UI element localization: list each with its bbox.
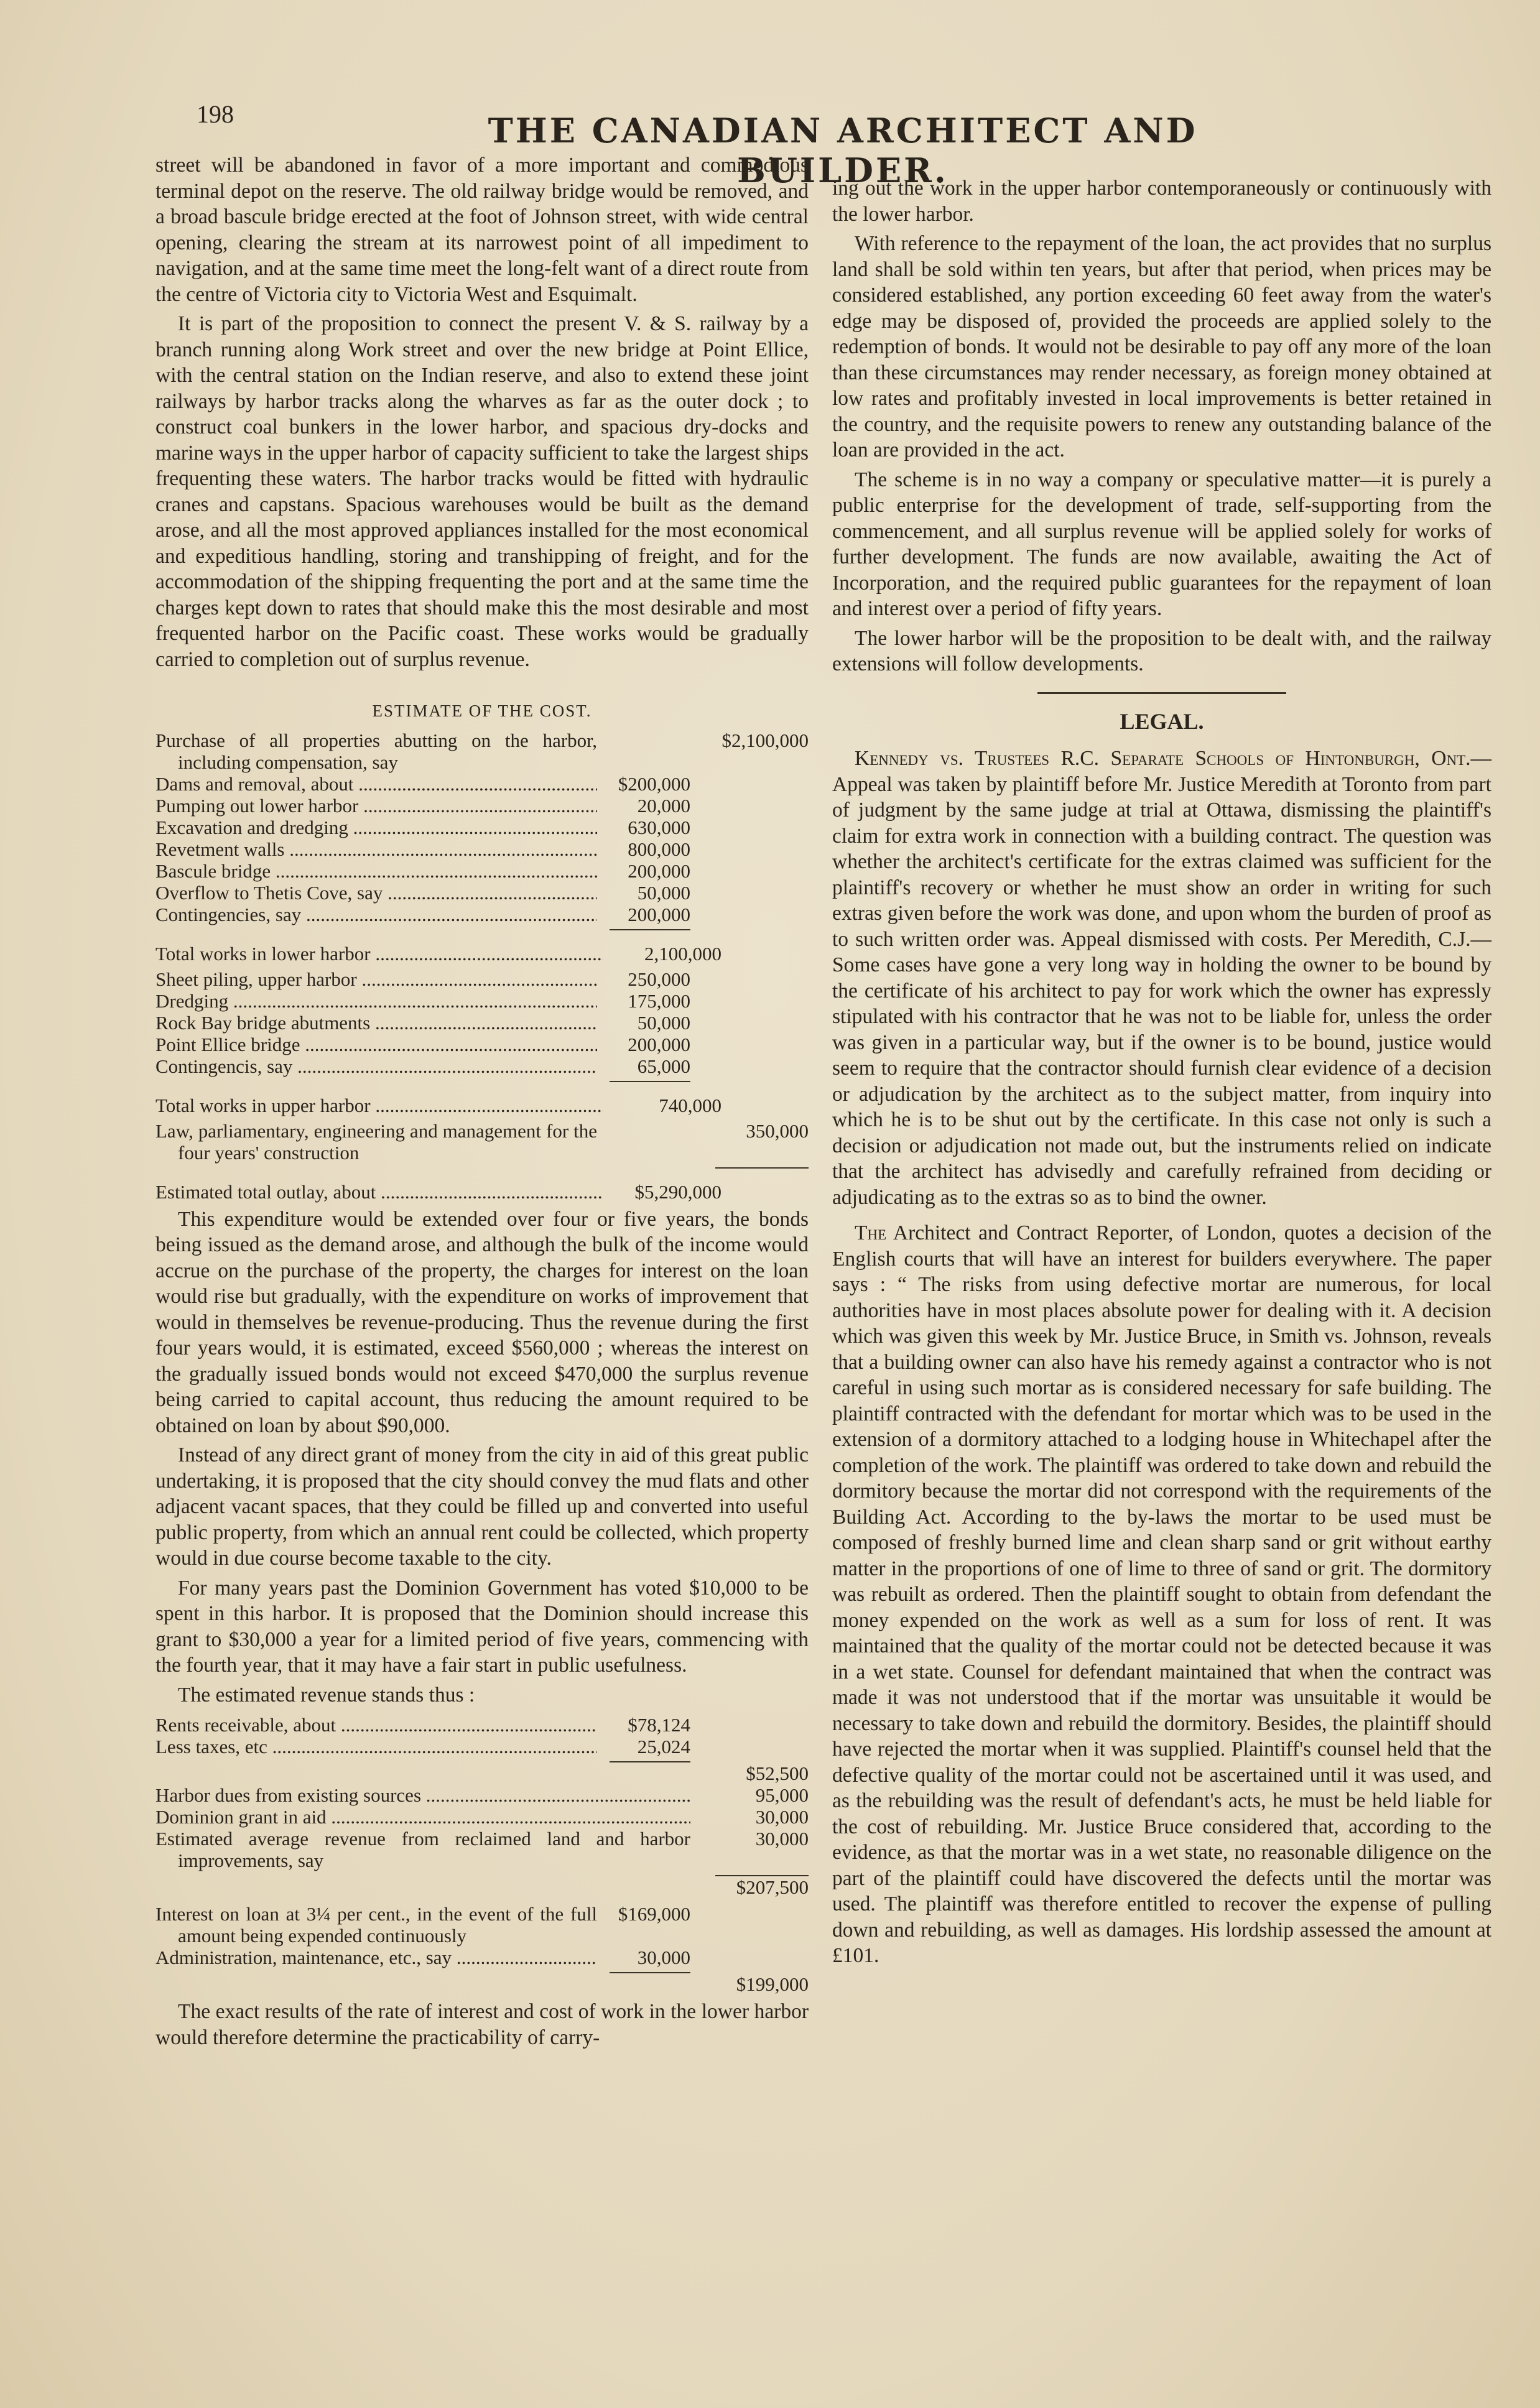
total-value: 2,100,000 [644, 942, 721, 965]
table-row [155, 1876, 809, 1898]
paragraph: For many years past the Dominion Government has voted $10,000 to be spent in this harbor. It is proposed that the Dominion should increase this grant to $30,000 a year for a limited period of five years, commencing with the fourth year, that it may have a fair start in public usefulness. [155, 1576, 809, 1677]
table-row [155, 990, 809, 1012]
row-value: $78,124 [628, 1714, 690, 1736]
table-row [155, 1973, 809, 1995]
paragraph: The estimated revenue stands thus : [178, 1683, 475, 1706]
paragraph: With reference to the repayment of the loan, the act provides that no surplus land shall be sold within ten years, but after that period, when prices may be considered established, any portion exceeding 60 feet away from the water's edge may be disposed of, provided the proceeds are applied solely to the redemption of bonds. It would not be desirable to pay off any more of the loan than these circumstances may render necessary, as foreign money obtained at low rates and profitably invested in local improvements is better retained in the country, and the requisite powers to renew any outstanding balance of the loan are provided in the act. [832, 232, 1491, 461]
row-value: 175,000 [628, 989, 690, 1012]
row-value: 630,000 [628, 816, 690, 838]
row-value: 30,000 [755, 1806, 809, 1828]
row-value: $169,000 [618, 1903, 690, 1925]
case-text: —Appeal was taken by plaintiff before Mr. Justice Meredith at Toronto from part of judgment by the same judge at trial at Ottawa, dismissing the plaintiff's claim for extra work in connection with a building contract. The question was whether the architect's certificate for the extras claimed was sufficient for the plaintiff's recovery or whether he must show an order in writing for such extras given before the work was done, and upon whom the burden of proof as to such written order was. Appeal dismissed with costs. Per Meredith, C.J.—Some cases have gone a very long way in holding the owner to be bound by the certificate of his architect to pay for work which the owner has expressly stipulated with his contractor that he was not to be liable for, unless the order was given in a particular way, but if the owner is to be bound, justice would seem to require that the contractor should furnish clear evidence of a decision or adjudication by the architect as to the subject matter, from inquiry into which he is to be shut out by the certificate. In this case not only is such a decision or adjudication not made out, but the instruments relied on indicate that the architect has advisedly and carefully refrained from deciding or adjudicating as to the extras so as to bind the owner. [832, 747, 1491, 1209]
row-value: $207,500 [736, 1876, 809, 1898]
row-value: 800,000 [628, 838, 690, 860]
section-heading-legal: LEGAL. [1120, 708, 1204, 734]
row-label: Law, parliamentary, engineering and management for the four years' construction [155, 1119, 597, 1164]
row-label: Harbor dues from existing sources ..... [155, 1784, 690, 1806]
paragraph: The exact results of the rate of interest and cost of work in the lower harbor would therefore determine the practicability of carry- [155, 2000, 809, 2049]
outlay-total-row [155, 1181, 809, 1203]
paragraph: It is part of the proposition to connect the present V. & S. railway by a branch running along Work street and over the new bridge at Point Ellice, with the central station on the Indian reserve, and also to extend these joint railways by harbor tracks along the wharves as far as the outer dock ; to construct coal bunkers in the lower harbor, and spacious dry-docks and marine ways in the upper harbor of capacity sufficient to take the largest ships frequenting these waters. The harbor tracks would be fitted with hydraulic cranes and capstans. Spacious warehouses would be built as the demand arose, and all the most approved appliances installed for the most economical and expeditious handling, storing and transhipping of freight, and for the accommodation of the shipping frequenting the port and at the same time the charges kept down to rates that should make this the most desirable and most frequented harbor on the Pacific coast. These works would be gradually carried to completion out of surplus revenue. [155, 312, 809, 671]
row-label: Point Ellice bridge ..... [155, 1034, 597, 1055]
table-row [155, 817, 809, 838]
total-label: Estimated total outlay, about ..... [155, 1181, 603, 1203]
paragraph: The scheme is in no way a company or speculative matter—it is purely a public enterprise for the development of trade, self-supporting from the commencement, and all surplus revenue will be applied solely for works of further development. The funds are now available, awaiting the Act of Incorporation, and the required public guarantees for the repayment of loan and interest over a period of fifty years. [832, 468, 1491, 620]
table-row [155, 1034, 809, 1055]
row-label: Excavation and dredging ..... [155, 817, 597, 838]
total-value: $5,290,000 [634, 1180, 721, 1203]
row-label: Rents receivable, about ..... [155, 1714, 597, 1736]
table-row [155, 1947, 809, 1968]
left-column [155, 152, 809, 2054]
row-label: Purchase of all properties abutting on the harbor, including compensation, say [155, 729, 597, 773]
row-label: Estimated average revenue from reclaimed land and harbor improvements, say [155, 1828, 690, 1871]
table-row [155, 968, 809, 990]
upper-total-row [155, 1095, 809, 1116]
paragraph-text: Architect and Contract Reporter, of London, quotes a decision of the English courts that will have an interest for builders everywhere. The paper says : “ The risks from using defective mortar are numerous, for local authorities have in most places absolute power for dealing with it. A decision which was given this week by Mr. Justice Bruce, in Smith vs. Johnson, reveals that a building owner can also have his remedy against a contractor who is not careful in using such mortar as is considered necessary for safe building. The plaintiff contracted with the defendant for mortar which was to be used in the extension of a dormitory attached to a lodging house in Whitechapel after the completion of the work. The plaintiff was ordered to take down and rebuild the dormitory because the mortar did not correspond with the requirements of the Building Act. According to the by-laws the mortar to be used must be composed of freshly burned lime and clean sharp sand or grit without earthy matter in the proportions of one of lime to three of sand or grit. The dormitory was rebuilt as ordered. Then the plaintiff sought to obtain from defendant the money expended on the work as well as a sum for loss of rent. It was maintained that the quality of the mortar could not be detected because it was in a wet state. Counsel for defendant maintained that when the contract was made it was not understood that if the mortar was unsuitable it would be necessary to take down and rebuild the dormitory. Besides, the plaintiff should have rejected the mortar when it was supplied. Plaintiff's counsel held that the defective quality of the mortar could not be ascertained until it was used, and as the rebuilding was the result of defendant's acts, he must be held liable for the cost of rebuilding. Mr. Justice Bruce considered that, according to the evidence, as that the mortar was in a wet state, no reasonable diligence on the part of the plaintiff could have discovered the defects until the mortar was used. The plaintiff was therefore entitled to recover the expense of pulling down and rebuilding, as well as damages. His lordship assessed the amount at £101. [832, 1221, 1491, 1967]
table-row [155, 1784, 809, 1806]
total-label: Total works in lower harbor ..... [155, 943, 603, 965]
table-row [155, 1828, 809, 1871]
lower-total-row [155, 943, 809, 965]
row-value: 30,000 [755, 1828, 809, 1850]
right-column [832, 175, 1491, 1973]
row-label: Pumping out lower harbor ..... [155, 795, 597, 817]
table-row [155, 1736, 809, 1757]
paragraph: The lower harbor will be the proposition to be dealt with, and the railway extensions will follow developments. [832, 626, 1491, 675]
row-value: 200,000 [628, 903, 690, 925]
row-label: Dominion grant in aid ..... [155, 1806, 690, 1828]
row-value: 65,000 [637, 1055, 690, 1077]
revenue-table [155, 1714, 809, 1995]
row-value: $52,500 [746, 1762, 809, 1784]
section-divider [1037, 692, 1286, 694]
row-label: Overflow to Thetis Cove, say ..... [155, 882, 597, 904]
table-row [155, 904, 809, 925]
table-row [155, 795, 809, 817]
paragraph: ing out the work in the upper harbor contemporaneously or continuously with the lower harbor. [832, 177, 1491, 226]
table-row [155, 1714, 809, 1736]
table-row [155, 1055, 809, 1077]
estimate-title: ESTIMATE OF THE COST. [372, 702, 592, 720]
paragraph: This expenditure would be extended over four or five years, the bonds being issued as the demand arose, and although the bulk of the income would accrue on the purchase of the property, the charges for interest on the loan would rise but gradually, with the expenditure on works of improvement that would in themselves be revenue-producing. Thus the revenue during the first four years would, it is estimated, exceed $560,000 ; whereas the interest on the gradually issued bonds would not exceed $470,000 the surplus revenue being carried to capital account, thus reducing the amount required to be obtained on loan by about $90,000. [155, 1207, 809, 1437]
total-value: 740,000 [659, 1094, 721, 1116]
row-value: $2,100,000 [721, 729, 809, 751]
row-label: Dams and removal, about ..... [155, 773, 597, 795]
row-label: Contingencis, say ..... [155, 1055, 597, 1077]
row-label: Dredging ..... [155, 990, 597, 1012]
paragraph [832, 746, 1491, 1210]
paragraph [832, 1220, 1491, 1969]
table-row [155, 1762, 809, 1784]
lead-word: The [855, 1221, 887, 1244]
sum-rule [715, 1167, 809, 1169]
row-label: Administration, maintenance, etc., say ..... [155, 1947, 597, 1968]
row-value: 50,000 [637, 1011, 690, 1034]
table-row [155, 882, 809, 904]
row-value: $199,000 [736, 1973, 809, 1995]
row-value: 95,000 [755, 1784, 809, 1806]
masthead-title: THE CANADIAN ARCHITECT AND BUILDER. [488, 111, 1198, 190]
page-number: 198 [197, 100, 234, 128]
row-label: Less taxes, etc ..... [155, 1736, 597, 1757]
row-value: $200,000 [618, 772, 690, 795]
table-row [155, 838, 809, 860]
sum-rule [610, 929, 690, 930]
row-value: 25,024 [637, 1736, 690, 1757]
estimate-table [155, 729, 809, 1203]
row-value: 20,000 [637, 794, 690, 817]
table-row [155, 1806, 809, 1828]
table-row [155, 860, 809, 882]
row-label: Interest on loan at 3¼ per cent., in the event of the full amount being expended continuously [155, 1903, 597, 1947]
row-value: 200,000 [628, 859, 690, 882]
table-row [155, 1012, 809, 1034]
case-title: Kennedy vs. Trustees R.C. Separate Schools of Hintonburgh, Ont. [855, 747, 1471, 770]
row-value: 50,000 [637, 881, 690, 904]
row-label: Revetment walls ..... [155, 838, 597, 860]
total-label: Total works in upper harbor ..... [155, 1095, 603, 1116]
row-label: Sheet piling, upper harbor ..... [155, 968, 597, 990]
row-value: 200,000 [628, 1033, 690, 1055]
table-row [155, 1903, 809, 1947]
sum-rule [610, 1081, 690, 1082]
row-label: Contingencies, say ..... [155, 904, 597, 925]
row-value: 350,000 [746, 1119, 809, 1142]
row-label: Rock Bay bridge abutments ..... [155, 1012, 597, 1034]
row-label: Bascule bridge ..... [155, 860, 597, 882]
row-value: 30,000 [637, 1947, 690, 1968]
table-row [155, 729, 809, 773]
paragraph: Instead of any direct grant of money from the city in aid of this great public undertaking, it is proposed that the city should convey the mud flats and other adjacent vacant spaces, that they could be filled up and converted into useful public property, from which an annual rent could be collected, which property would in due course become taxable to the city. [155, 1443, 809, 1570]
table-row [155, 1120, 809, 1164]
paragraph: street will be abandoned in favor of a more important and commodious terminal depot on the reserve. The old railway bridge would be removed, and a broad bascule bridge erected at the foot of Johnson street, with wide central opening, clearing the stream at its narrowest point of all impediment to navigation, and at the same time meet the long-felt want of a direct route from the centre of Victoria city to Victoria West and Esquimalt. [155, 154, 809, 306]
table-row [155, 773, 809, 795]
row-value: 250,000 [628, 968, 690, 990]
